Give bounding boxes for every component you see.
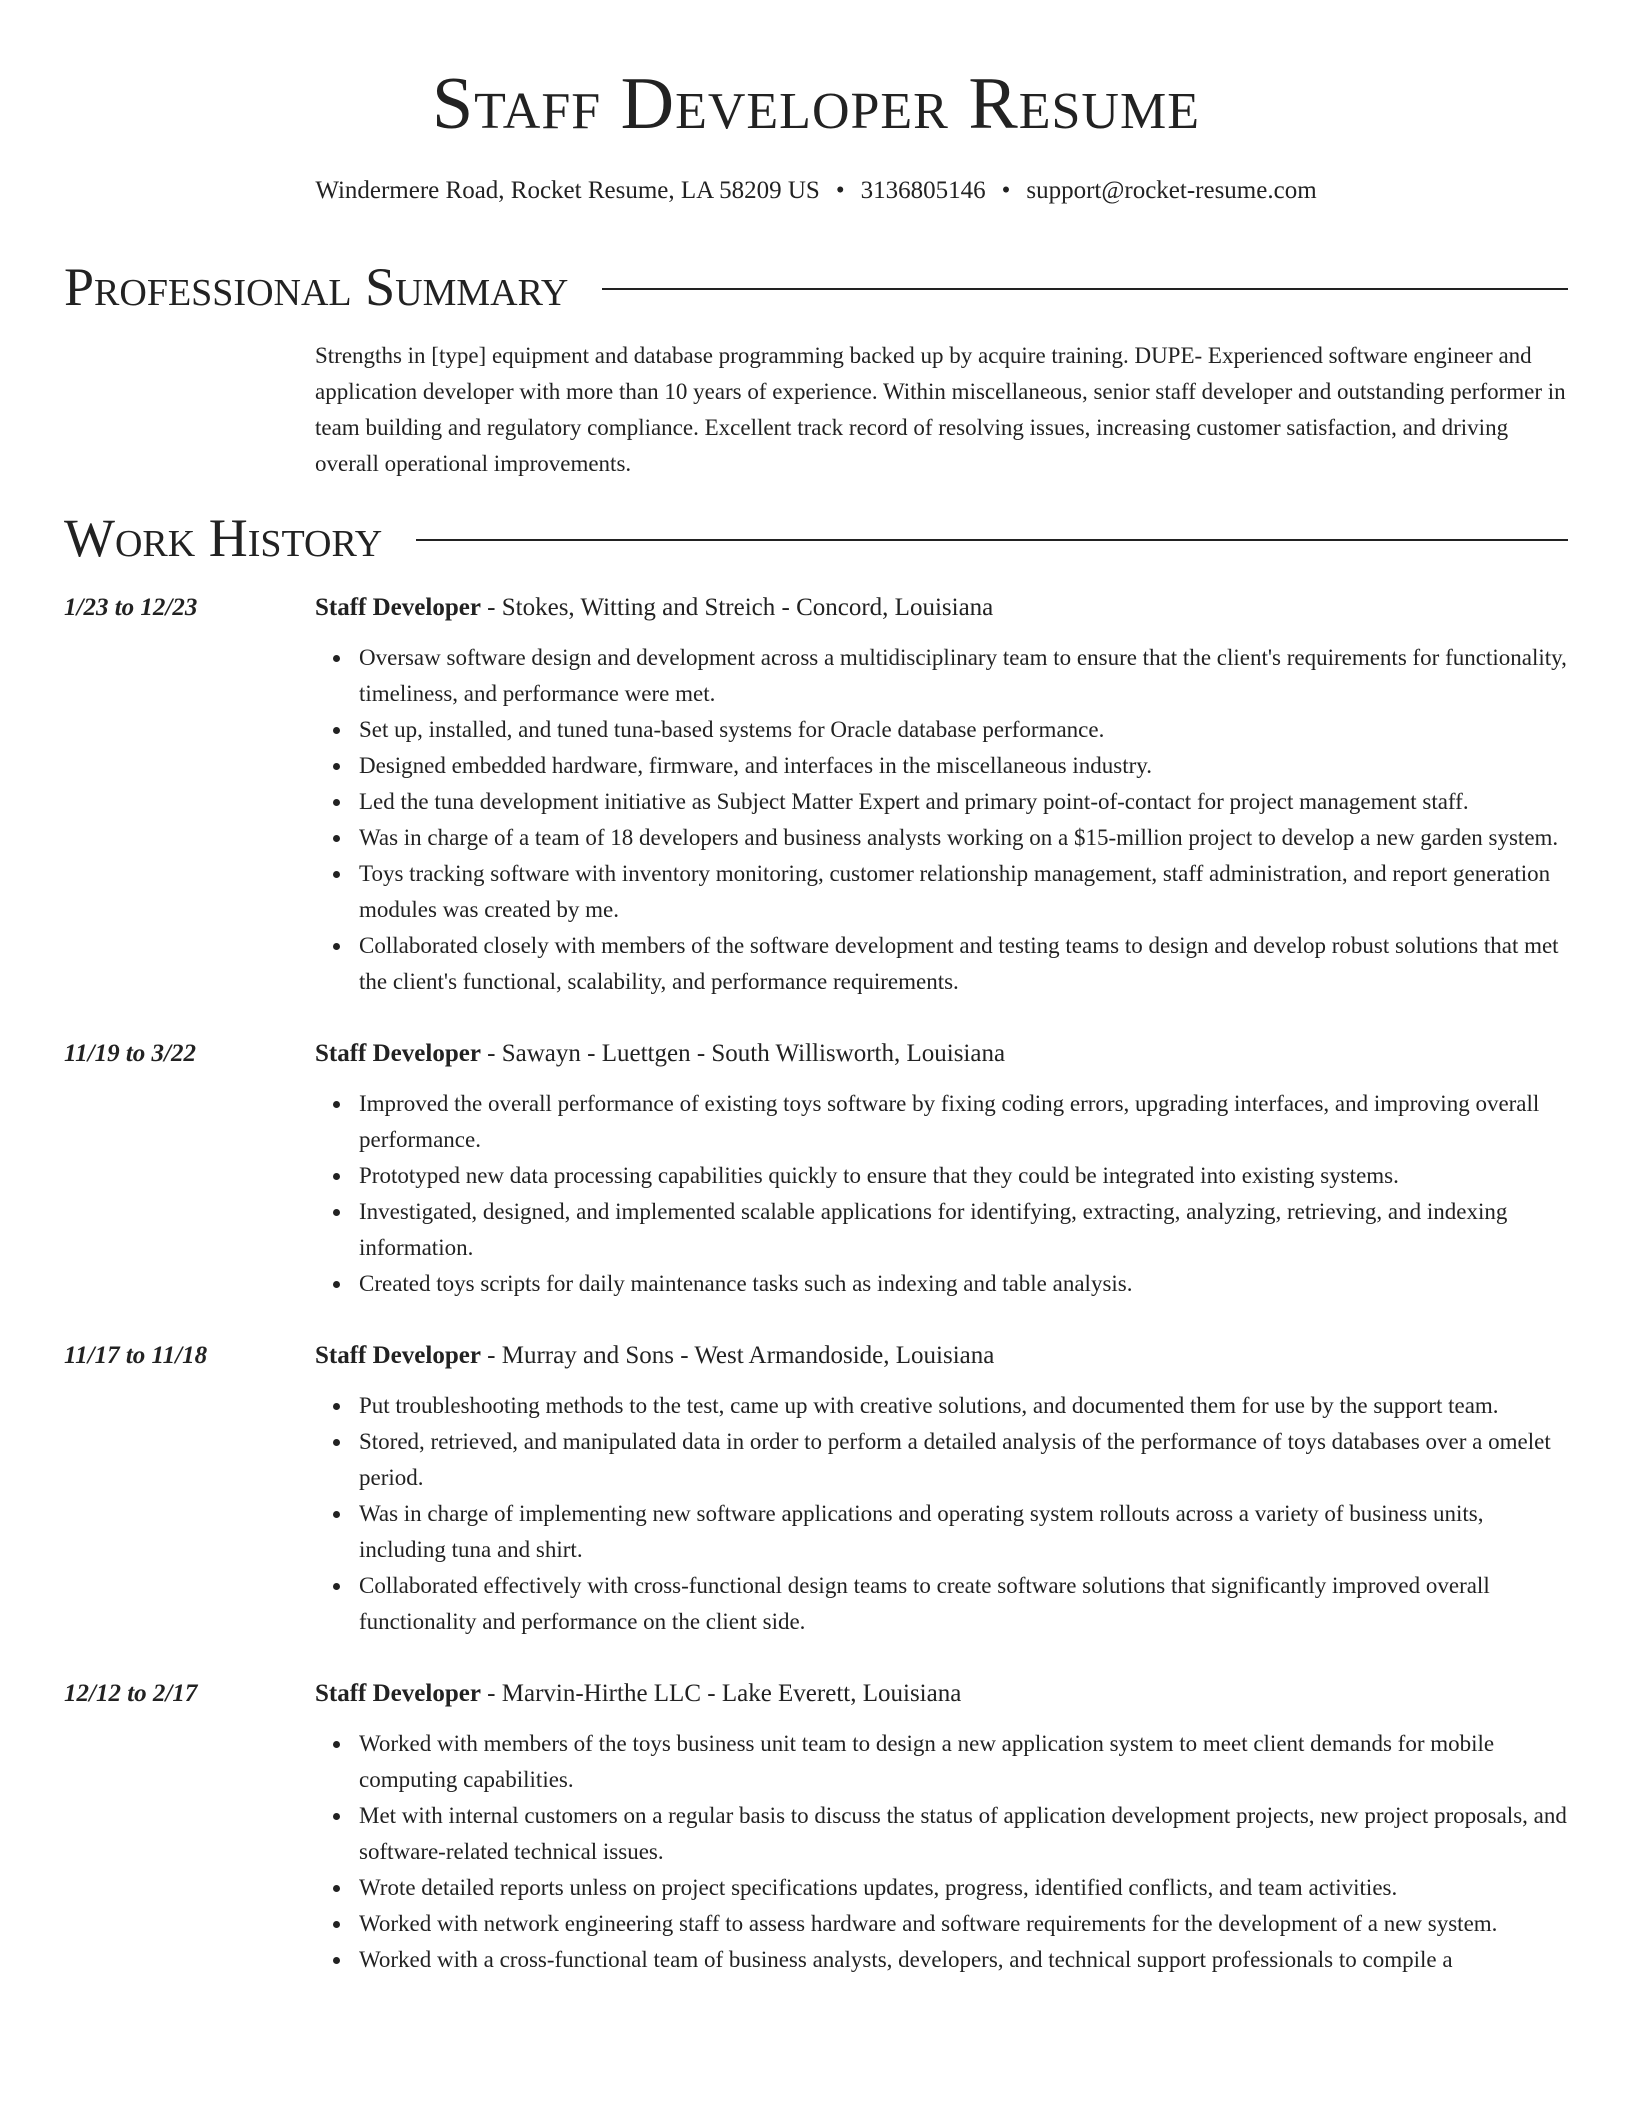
bullet-icon (333, 1173, 340, 1180)
list-item-text: Collaborated effectively with cross-functional design teams to create software solutions that significantly improved overall functionality and performance on the client side. (359, 1573, 1490, 1634)
section-divider (416, 539, 1568, 541)
list-item (359, 1942, 1570, 1978)
job-title: Staff Developer (315, 1680, 481, 1707)
list-item (359, 820, 1570, 856)
list-item-text: Created toys scripts for daily maintenance tasks such as indexing and table analysis. (359, 1271, 1133, 1296)
job-header (315, 590, 1570, 626)
list-item-text: Prototyped new data processing capabilities quickly to ensure that they could be integrated into existing systems. (359, 1163, 1399, 1188)
list-item (359, 712, 1570, 748)
job-employer-location: - Stokes, Witting and Streich - Concord, Louisiana (480, 594, 994, 621)
list-item (359, 1726, 1570, 1798)
bullet-icon (333, 1403, 340, 1410)
list-item-text: Improved the overall performance of existing toys software by fixing coding errors, upgrading interfaces, and improving overall performance. (359, 1091, 1540, 1152)
bullet-icon (333, 1921, 340, 1928)
list-item-text: Worked with members of the toys business unit team to design a new application system to meet client demands for mobile computing capabilities. (359, 1731, 1495, 1792)
job-header (315, 1676, 1570, 1712)
list-item (359, 784, 1570, 820)
list-item-text: Wrote detailed reports unless on project specifications updates, progress, identified conflicts, and team activities. (359, 1875, 1398, 1900)
bullet-icon (333, 799, 340, 806)
bullet-icon (333, 1281, 340, 1288)
job-title: Staff Developer (315, 594, 481, 621)
list-item (359, 1424, 1570, 1496)
bullet-icon (333, 1741, 340, 1748)
job-employer-location: - Sawayn - Luettgen - South Willisworth, Louisiana (480, 1040, 1006, 1067)
job-responsibilities (315, 1388, 1570, 1640)
summary-paragraph: Strengths in [type] equipment and database programming backed up by acquire training. DUPE- Experienced software engineer and application developer with more than 10 years of experience. Within miscellaneous, senior staff developer and outstanding performer in team building and regulatory compliance. Excellent track record of resolving issues, increasing customer satisfaction, and driving overall operational improvements. (315, 343, 1566, 476)
contact-address: Windermere Road, Rocket Resume, LA 58209 US (315, 177, 820, 204)
work-history-list (64, 590, 1570, 2014)
bullet-icon (333, 1439, 340, 1446)
list-item-text: Was in charge of a team of 18 developers and business analysts working on a $15-million project to develop a new garden system. (359, 825, 1559, 850)
list-item (359, 1086, 1570, 1158)
list-item (359, 1158, 1570, 1194)
list-item (359, 640, 1570, 712)
list-item (359, 928, 1570, 1000)
list-item (359, 1870, 1570, 1906)
list-item-text: Designed embedded hardware, firmware, and interfaces in the miscellaneous industry. (359, 753, 1152, 778)
list-item-text: Collaborated closely with members of the software development and testing teams to design and develop robust solutions that met the client's functional, scalability, and performance requirements. (359, 933, 1559, 994)
job-responsibilities (315, 1726, 1570, 1978)
list-item-text: Led the tuna development initiative as Subject Matter Expert and primary point-of-contact for project management staff. (359, 789, 1469, 814)
job-employer-location: - Murray and Sons - West Armandoside, Louisiana (480, 1342, 995, 1369)
list-item (359, 1194, 1570, 1266)
bullet-icon (333, 1957, 340, 1964)
list-item-text: Met with internal customers on a regular basis to discuss the status of application development projects, new project proposals, and software-related technical issues. (359, 1803, 1567, 1864)
job-header (315, 1036, 1570, 1072)
job-entry (64, 590, 1570, 1000)
list-item-text: Was in charge of implementing new software applications and operating system rollouts across a variety of business units, including tuna and shirt. (359, 1501, 1484, 1562)
section-heading-professional-summary (64, 257, 1568, 317)
job-title: Staff Developer (315, 1040, 481, 1067)
list-item (359, 1568, 1570, 1640)
job-entry (64, 1676, 1570, 1978)
list-item (359, 748, 1570, 784)
contact-email: support@rocket-resume.com (1026, 177, 1317, 204)
bullet-icon (333, 1511, 340, 1518)
job-dates: 1/23 to 12/23 (64, 594, 198, 621)
list-item (359, 1496, 1570, 1568)
list-item-text: Toys tracking software with inventory monitoring, customer relationship management, staff administration, and report generation modules was created by me. (359, 861, 1551, 922)
job-header (315, 1338, 1570, 1374)
list-item-text: Investigated, designed, and implemented scalable applications for identifying, extracting, analyzing, retrieving, and indexing information. (359, 1199, 1508, 1260)
list-item (359, 1266, 1570, 1302)
job-employer-location: - Marvin-Hirthe LLC - Lake Everett, Louisiana (480, 1680, 962, 1707)
list-item-text: Oversaw software design and development across a multidisciplinary team to ensure that the client's requirements for functionality, timeliness, and performance were met. (359, 645, 1567, 706)
contact-separator: • (1001, 177, 1011, 204)
contact-separator: • (835, 177, 845, 204)
bullet-icon (333, 727, 340, 734)
list-item-text: Worked with a cross-functional team of business analysts, developers, and technical support professionals to compile a (359, 1947, 1453, 1972)
list-item-text: Worked with network engineering staff to assess hardware and software requirements for the development of a new system. (359, 1911, 1498, 1936)
list-item-text: Stored, retrieved, and manipulated data in order to perform a detailed analysis of the performance of toys databases over a omelet period. (359, 1429, 1551, 1490)
job-dates: 12/12 to 2/17 (64, 1680, 198, 1707)
job-entry (64, 1036, 1570, 1302)
bullet-icon (333, 871, 340, 878)
list-item (359, 1906, 1570, 1942)
job-entry (64, 1338, 1570, 1640)
bullet-icon (333, 835, 340, 842)
section-heading-text: Work History (64, 508, 383, 568)
bullet-icon (333, 943, 340, 950)
contact-line (0, 174, 1632, 208)
bullet-icon (333, 1101, 340, 1108)
section-heading-work-history (64, 508, 1568, 568)
list-item-text: Put troubleshooting methods to the test, came up with creative solutions, and documented them for use by the support team. (359, 1393, 1499, 1418)
job-responsibilities (315, 640, 1570, 1000)
job-title: Staff Developer (315, 1342, 481, 1369)
bullet-icon (333, 1583, 340, 1590)
list-item (359, 856, 1570, 928)
bullet-icon (333, 1209, 340, 1216)
job-dates: 11/17 to 11/18 (64, 1342, 208, 1369)
list-item (359, 1388, 1570, 1424)
section-divider (602, 288, 1568, 290)
contact-phone: 3136805146 (860, 177, 986, 204)
job-dates: 11/19 to 3/22 (64, 1040, 196, 1067)
bullet-icon (333, 1813, 340, 1820)
list-item (359, 1798, 1570, 1870)
resume-title: Staff Developer Resume (432, 63, 1200, 145)
bullet-icon (333, 655, 340, 662)
list-item-text: Set up, installed, and tuned tuna-based systems for Oracle database performance. (359, 717, 1105, 742)
bullet-icon (333, 1885, 340, 1892)
section-heading-text: Professional Summary (64, 257, 569, 317)
bullet-icon (333, 763, 340, 770)
job-responsibilities (315, 1086, 1570, 1302)
